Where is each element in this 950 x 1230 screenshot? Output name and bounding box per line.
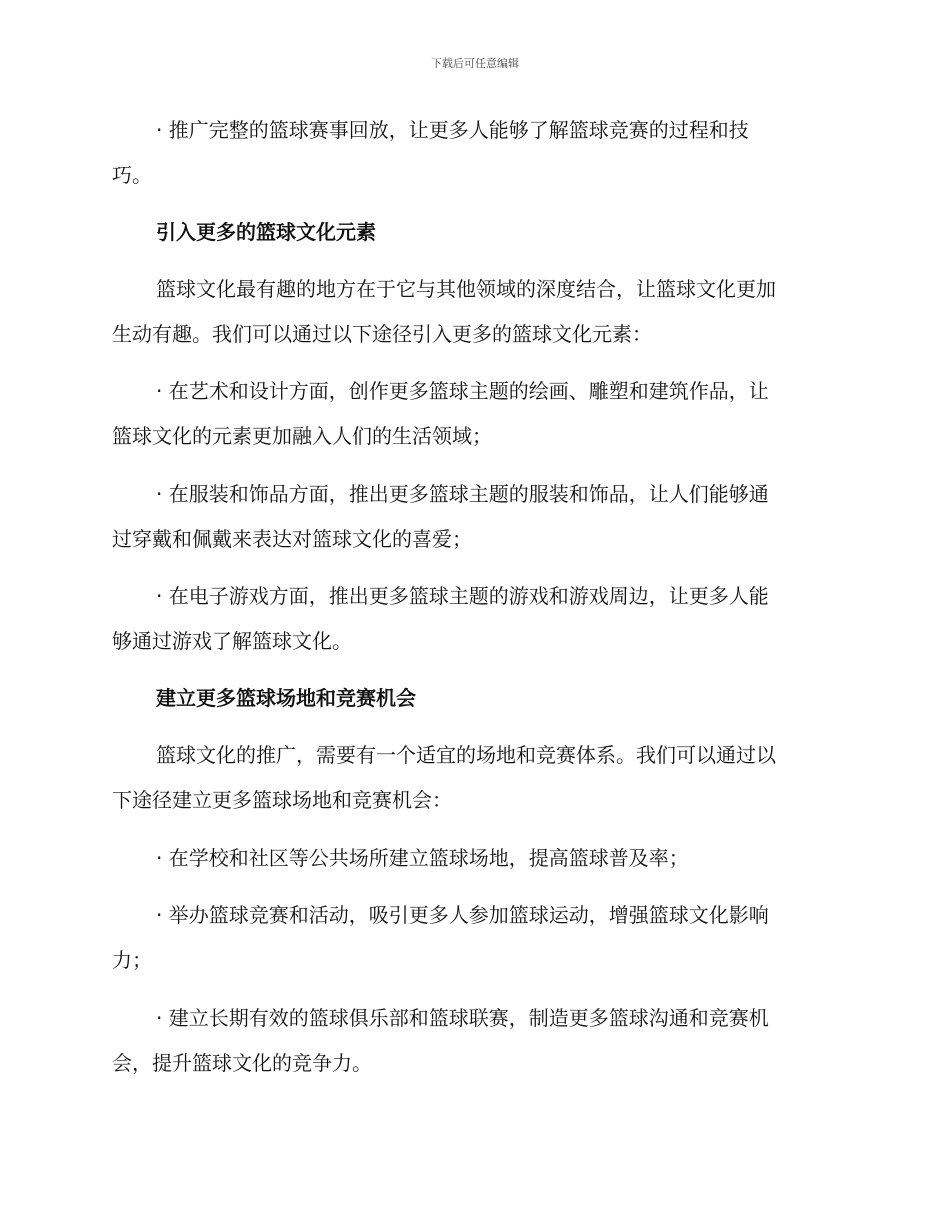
text-line: 过穿戴和佩戴来表达对篮球文化的喜爱； (112, 527, 472, 551)
bullet-line: · 建立长期有效的篮球俱乐部和篮球联赛，制造更多篮球沟通和竞赛机 (156, 1006, 769, 1030)
text-line: 巧。 (112, 163, 152, 187)
section-heading: 引入更多的篮球文化元素 (156, 220, 376, 244)
paragraph-line: 生动有趣。我们可以通过以下途径引入更多的篮球文化元素： (112, 322, 652, 346)
bullet-line: · 推广完整的篮球赛事回放，让更多人能够了解篮球竞赛的过程和技 (156, 118, 749, 142)
bullet-line: · 在服装和饰品方面，推出更多篮球主题的服装和饰品，让人们能够通 (156, 482, 769, 506)
bullet-line: · 在艺术和设计方面，创作更多篮球主题的绘画、雕塑和建筑作品，让 (156, 379, 769, 403)
bullet-line: · 在电子游戏方面，推出更多篮球主题的游戏和游戏周边，让更多人能 (156, 584, 769, 608)
section-heading: 建立更多篮球场地和竞赛机会 (156, 686, 416, 710)
text-line: 会，提升篮球文化的竞争力。 (112, 1051, 372, 1075)
paragraph-line: 篮球文化的推广，需要有一个适宜的场地和竞赛体系。我们可以通过以 (156, 743, 776, 767)
paragraph-line: 下途径建立更多篮球场地和竞赛机会： (112, 788, 452, 812)
page-header: 下载后可任意编辑 (431, 57, 519, 70)
text-line: 力； (112, 948, 152, 972)
text-line: 篮球文化的元素更加融入人们的生活领域； (112, 424, 492, 448)
bullet-line: · 在学校和社区等公共场所建立篮球场地，提高篮球普及率； (156, 846, 689, 870)
text-line: 够通过游戏了解篮球文化。 (112, 629, 352, 653)
paragraph-line: 篮球文化最有趣的地方在于它与其他领域的深度结合，让篮球文化更加 (156, 277, 776, 301)
bullet-line: · 举办篮球竞赛和活动，吸引更多人参加篮球运动，增强篮球文化影响 (156, 903, 769, 927)
